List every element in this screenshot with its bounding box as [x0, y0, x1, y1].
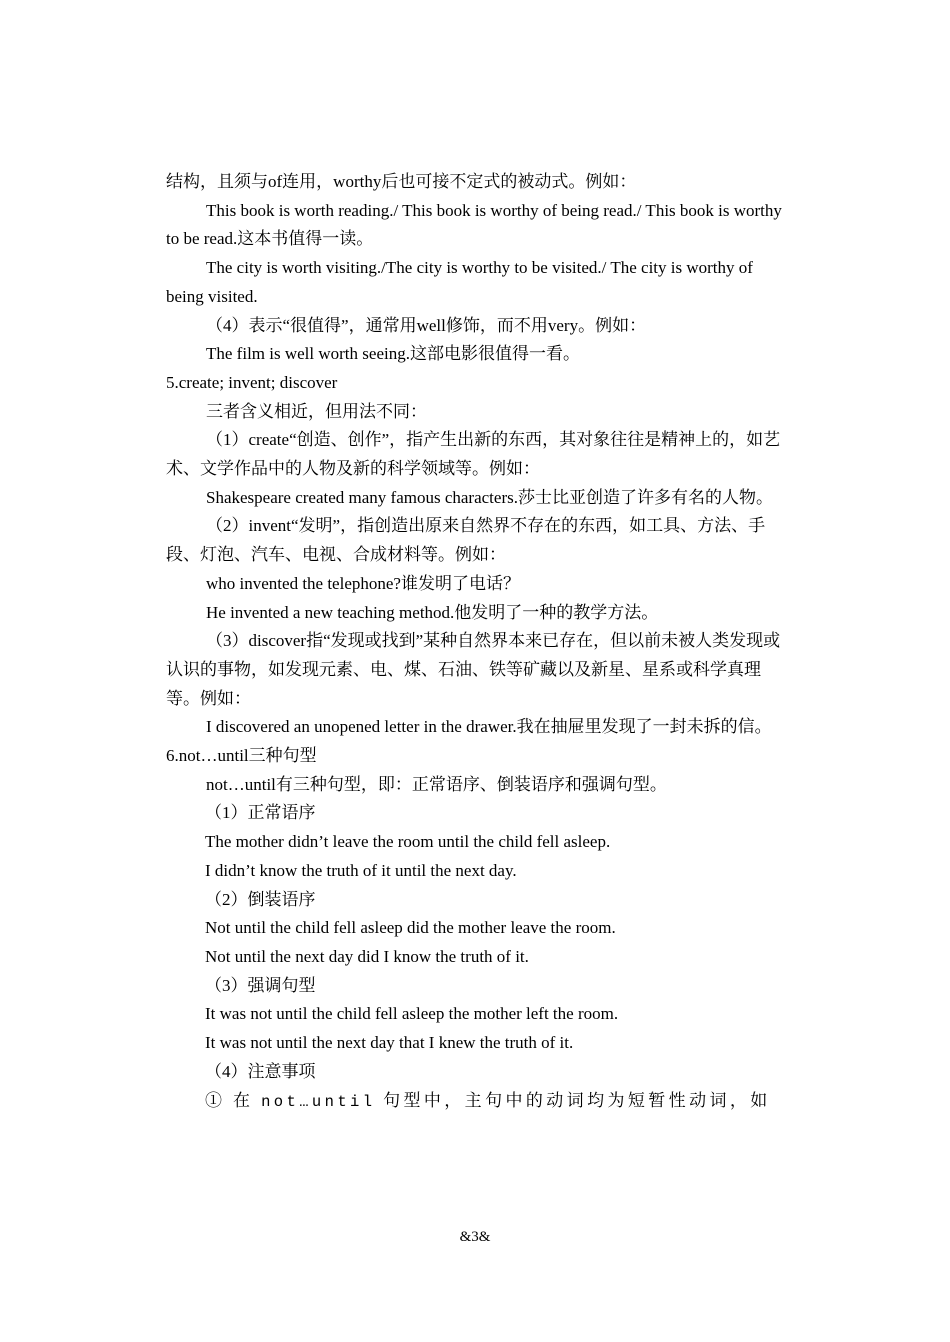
paragraph: （1）正常语序 — [205, 803, 316, 823]
paragraph: He invented a new teaching method.他发明了一种的教学方法。 — [206, 602, 659, 622]
paragraph: 结构，且须与of连用，worthy后也可接不定式的被动式。例如： — [166, 172, 637, 191]
paragraph: This book is worth reading./ This book is worthy of being read./ This book is worthy to be read.这本书值得一读。 — [166, 200, 782, 249]
note-line — [166, 1087, 784, 1117]
paragraph: （1）create“创造、创作”，指产生出新的东西，其对象往往是精神上的，如艺术、文学作品中的人物及新的科学领域等。例如： — [166, 430, 781, 479]
paragraph: I discovered an unopened letter in the drawer.我在抽屉里发现了一封未拆的信。 — [206, 717, 772, 737]
paragraph: 6.not…until三种句型 — [166, 746, 317, 766]
paragraph: （2）invent“发明”，指创造出原来自然界不存在的东西，如工具、方法、手段、灯泡、汽车、电视、合成材料等。例如： — [166, 516, 766, 565]
paragraph: The city is worth visiting./The city is worthy to be visited./ The city is worthy of being visited. — [166, 258, 753, 306]
paragraph: （4）注意事项 — [205, 1061, 316, 1081]
paragraph: I didn’t know the truth of it until the next day. — [205, 860, 517, 880]
paragraph: It was not until the next day that I knew the truth of it. — [205, 1033, 574, 1053]
paragraph: It was not until the child fell asleep the mother left the room. — [205, 1004, 619, 1024]
paragraph: Not until the next day did I know the truth of it. — [205, 946, 529, 966]
paragraph-list — [166, 168, 784, 1087]
paragraph: who invented the telephone?谁发明了电话？ — [206, 573, 520, 593]
page-number: &3& — [459, 1229, 491, 1245]
paragraph: （4）表示“很值得”，通常用well修饰，而不用very。例如： — [206, 315, 647, 335]
document-body — [166, 168, 784, 1116]
paragraph: （3）discover指“发现或找到”某种自然界本来已存在，但以前未被人类发现或认识的事物，如发现元素、电、煤、石油、铁等矿藏以及新星、星系或科学真理等。例如： — [166, 631, 781, 708]
paragraph: 5.create; invent; discover — [166, 372, 338, 392]
paragraph: （3）强调句型 — [205, 975, 316, 995]
paragraph: not…until有三种句型，即：正常语序、倒装语序和强调句型。 — [206, 774, 667, 794]
note-code: not…until — [261, 1092, 376, 1111]
paragraph: The mother didn’t leave the room until the child fell asleep. — [205, 832, 611, 852]
paragraph: Not until the child fell asleep did the mother leave the room. — [205, 918, 616, 938]
paragraph: 三者含义相近，但用法不同： — [206, 401, 427, 421]
paragraph: （2）倒装语序 — [205, 889, 316, 909]
note-prefix: ① 在 — [205, 1090, 262, 1110]
paragraph: The film is well worth seeing.这部电影很值得一看。 — [206, 344, 580, 364]
paragraph: Shakespeare created many famous characters.莎士比亚创造了许多有名的人物。 — [206, 487, 773, 507]
note-suffix: 句型中，主句中的动词均为短暂性动词，如 — [375, 1090, 771, 1110]
